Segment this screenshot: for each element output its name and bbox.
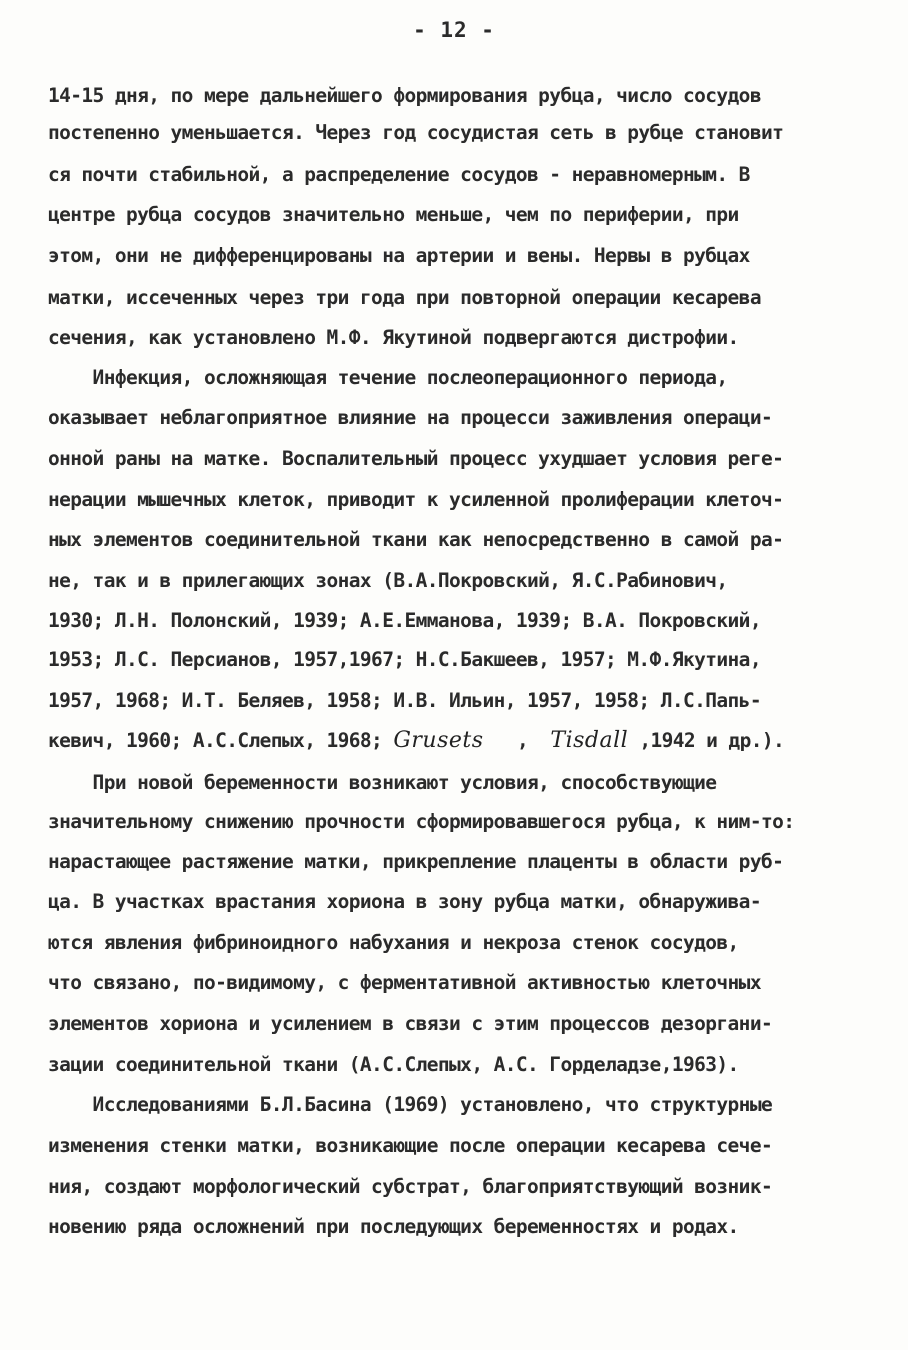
text-line: нарастающее растяжение матки, прикрепление плаценты в области руб-: [48, 850, 784, 873]
text-segment: ,1942 и др.).: [639, 729, 785, 752]
handwritten-author: Grusets: [393, 728, 484, 753]
text-line: ния, создают морфологический субстрат, благоприятствующий возник-: [48, 1175, 773, 1198]
text-line: ются явления фибриноидного набухания и некроза стенок сосудов,: [48, 931, 739, 954]
text-line: центре рубца сосудов значительно меньше, чем по периферии, при: [48, 203, 739, 226]
text-line: нерации мышечных клеток, приводит к усиленной пролиферации клеточ-: [48, 488, 784, 511]
text-line: зации соединительной ткани (А.С.Слепых, А.С. Горделадзе,1963).: [48, 1053, 739, 1076]
text-line: матки, иссеченных через три года при повторной операции кесарева: [48, 286, 761, 309]
text-line: значительному снижению прочности сформировавшегося рубца, к ним-то:: [48, 810, 795, 833]
page-number: - 12 -: [413, 18, 495, 42]
text-line: этом, они не дифференцированы на артерии и вены. Нервы в рубцах: [48, 244, 750, 267]
text-line: Инфекция, осложняющая течение послеоперационного периода,: [48, 366, 728, 389]
text-segment: кевич, 1960; А.С.Слепых, 1968;: [48, 729, 383, 752]
text-line: ца. В участках врастания хориона в зону рубца матки, обнаружива-: [48, 890, 761, 913]
text-line: онной раны на матке. Воспалительный процесс ухудшает условия реге-: [48, 447, 784, 470]
separator-comma: ,: [516, 729, 529, 752]
text-line: постепенно уменьшается. Через год сосудистая сеть в рубце становит: [48, 121, 784, 144]
text-line: изменения стенки матки, возникающие после операции кесарева сече-: [48, 1134, 773, 1157]
text-line: 14-15 дня, по мере дальнейшего формирования рубца, число сосудов: [48, 84, 761, 107]
text-line: При новой беременности возникают условия, способствующие: [48, 771, 717, 794]
text-line: Исследованиями Б.Л.Басина (1969) установлено, что структурные: [48, 1093, 773, 1116]
text-line: ся почти стабильной, а распределение сосудов - неравномерным. В: [48, 163, 750, 186]
text-line-with-handwriting: [48, 726, 784, 756]
text-line: сечения, как установлено М.Ф. Якутиной подвергаются дистрофии.: [48, 326, 739, 349]
text-line: 1953; Л.С. Персианов, 1957,1967; Н.С.Бакшеев, 1957; М.Ф.Якутина,: [48, 648, 761, 671]
text-line: 1930; Л.Н. Полонский, 1939; А.Е.Емманова, 1939; В.А. Покровский,: [48, 609, 761, 632]
handwritten-author: Tisdall: [550, 728, 629, 753]
text-line: что связано, по-видимому, с ферментативной активностью клеточных: [48, 971, 761, 994]
text-line: оказывает неблагоприятное влияние на процесси заживления операци-: [48, 406, 773, 429]
text-line: 1957, 1968; И.Т. Беляев, 1958; И.В. Ильин, 1957, 1958; Л.С.Папь-: [48, 689, 761, 712]
text-line: ных элементов соединительной ткани как непосредственно в самой ра-: [48, 528, 784, 551]
text-line: не, так и в прилегающих зонах (В.А.Покровский, Я.С.Рабинович,: [48, 569, 728, 592]
text-line: новению ряда осложнений при последующих беременностях и родах.: [48, 1215, 739, 1238]
text-line: элементов хориона и усилением в связи с этим процессов дезоргани-: [48, 1012, 773, 1035]
